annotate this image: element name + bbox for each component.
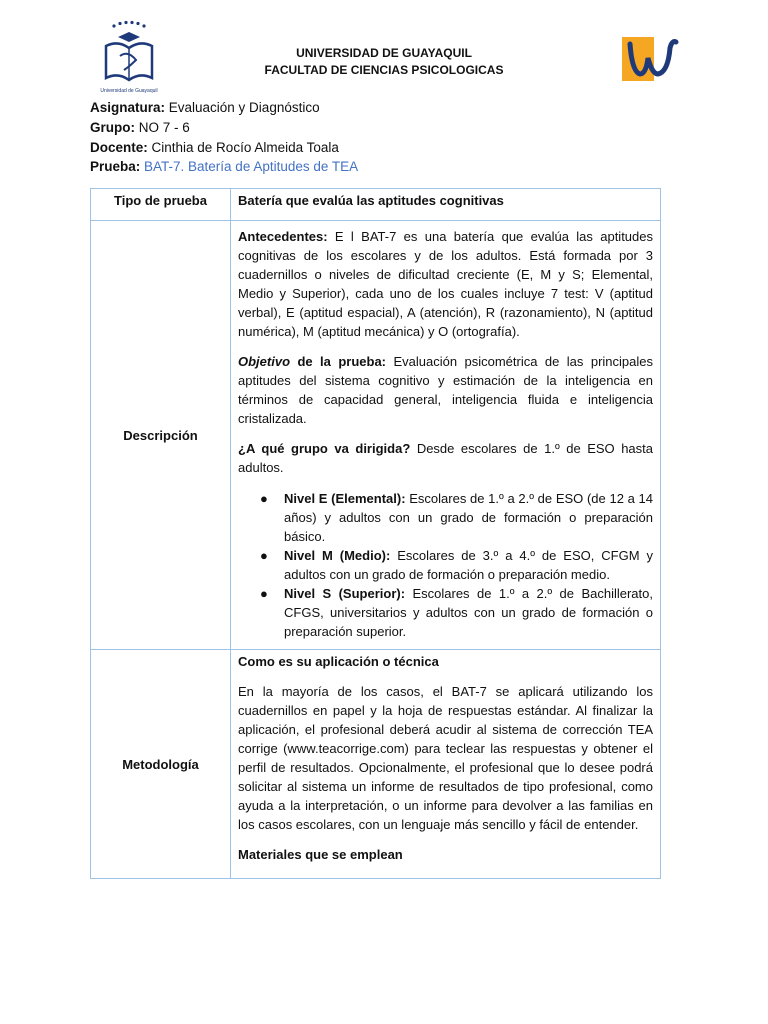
grupo-answer: Desde escolares de 1.º de ESO hasta adultos.	[238, 441, 654, 475]
meta-prueba	[90, 157, 358, 176]
objetivo-label-rest: de la prueba:	[290, 354, 387, 369]
level-label: Nivel E (Elemental):	[284, 491, 406, 506]
materiales-heading: Materiales que se emplean	[238, 847, 403, 862]
tecnica-heading: Como es su aplicación o técnica	[238, 654, 439, 669]
antecedentes-paragraph	[238, 227, 653, 341]
descripcion-label-cell: Descripción	[91, 221, 231, 650]
grupo-value: NO 7 - 6	[135, 120, 190, 135]
list-item	[260, 584, 653, 641]
test-info-table	[90, 188, 661, 879]
asignatura-label: Asignatura:	[90, 100, 166, 115]
table-row	[91, 221, 661, 650]
antecedentes-text: E l BAT-7 es una batería que evalúa las aptitudes cognitivas de los escolares y de los adultos. Está formada por 3 cuadernillos o niveles de dificultad creciente (E, M y S; Elemental, Medio y Superior), cada uno de los cuales incluye 7 test: V (aptitud verbal), E (aptitud espacial), A (atención), R (razonamiento), N (aptitud numérica), M (aptitud mecánica) y O (ortografía).	[238, 229, 653, 339]
grupo-label: Grupo:	[90, 120, 135, 135]
objetivo-text: Evaluación psicométrica de las principales aptitudes del sistema cognitivo y estimación de la inteligencia en términos de capacidad general, inteligencia fluida e inteligencia cristalizada.	[238, 354, 653, 426]
list-item	[260, 489, 654, 546]
university-name: UNIVERSIDAD DE GUAYAQUIL	[296, 46, 472, 60]
table-row	[91, 650, 661, 879]
asignatura-value: Evaluación y Diagnóstico	[165, 100, 320, 115]
svg-text:Universidad de Guayaquil: Universidad de Guayaquil	[100, 88, 158, 94]
faculty-name: FACULTAD DE CIENCIAS PSICOLOGICAS	[264, 63, 504, 77]
metodologia-content-cell	[231, 650, 661, 879]
tecnica-paragraph: En la mayoría de los casos, el BAT-7 se aplicará utilizando los cuadernillos en papel y la hoja de respuestas estándar. Al finalizar la aplicación, el profesional deberá acudir al sistema de corrección TEA corrige (www.teacorrige.com) para teclear las respuestas y obtener el perfil de resultados. Opcionalmente, el profesional que lo desee podrá solicitar al sistema un informe de resultados de tipo profesional, como ayuda a la interpretación, o un informe para devolver a las familias en los casos escolares, con un lenguaje más sencillo y fácil de entender.	[238, 684, 653, 832]
tipo-value-cell: Batería que evalúa las aptitudes cognitivas	[231, 189, 661, 221]
meta-docente	[90, 138, 339, 157]
level-text: Escolares de 3.º a 4.º de ESO, CFGM y adultos con un grado de formación o preparación medio.	[284, 548, 654, 582]
level-text: Escolares de 1.º a 2.º de Bachillerato, CFGS, universitarios y adultos con un grado de formación o preparación superior.	[284, 586, 653, 639]
objetivo-paragraph	[238, 352, 653, 428]
meta-asignatura	[90, 98, 320, 117]
levels-list	[238, 489, 653, 641]
level-text: Escolares de 1.º a 2.º de ESO (de 12 a 14 años) y adultos con un grado de formación o preparación básico.	[284, 491, 654, 544]
docente-value: Cinthia de Rocío Almeida Toala	[147, 140, 339, 155]
bullet-icon: ●	[260, 491, 268, 506]
prueba-value: BAT-7. Batería de Aptitudes de TEA	[140, 159, 359, 174]
grupo-question: ¿A qué grupo va dirigida?	[238, 441, 411, 456]
list-item	[260, 546, 654, 584]
level-label: Nivel S (Superior):	[284, 586, 406, 601]
antecedentes-label: Antecedentes:	[238, 229, 328, 244]
descripcion-content-cell	[231, 221, 661, 650]
meta-grupo	[90, 118, 190, 137]
objetivo-label-italic: Objetivo	[238, 354, 291, 369]
bullet-icon: ●	[260, 548, 268, 563]
bullet-icon: ●	[260, 586, 268, 601]
docente-label: Docente:	[90, 140, 148, 155]
level-label: Nivel M (Medio):	[284, 548, 391, 563]
prueba-label: Prueba:	[90, 159, 141, 174]
grupo-paragraph	[238, 439, 653, 477]
tipo-label-cell: Tipo de prueba	[91, 189, 231, 221]
metodologia-label-cell: Metodología	[91, 650, 231, 879]
table-row	[91, 189, 661, 221]
